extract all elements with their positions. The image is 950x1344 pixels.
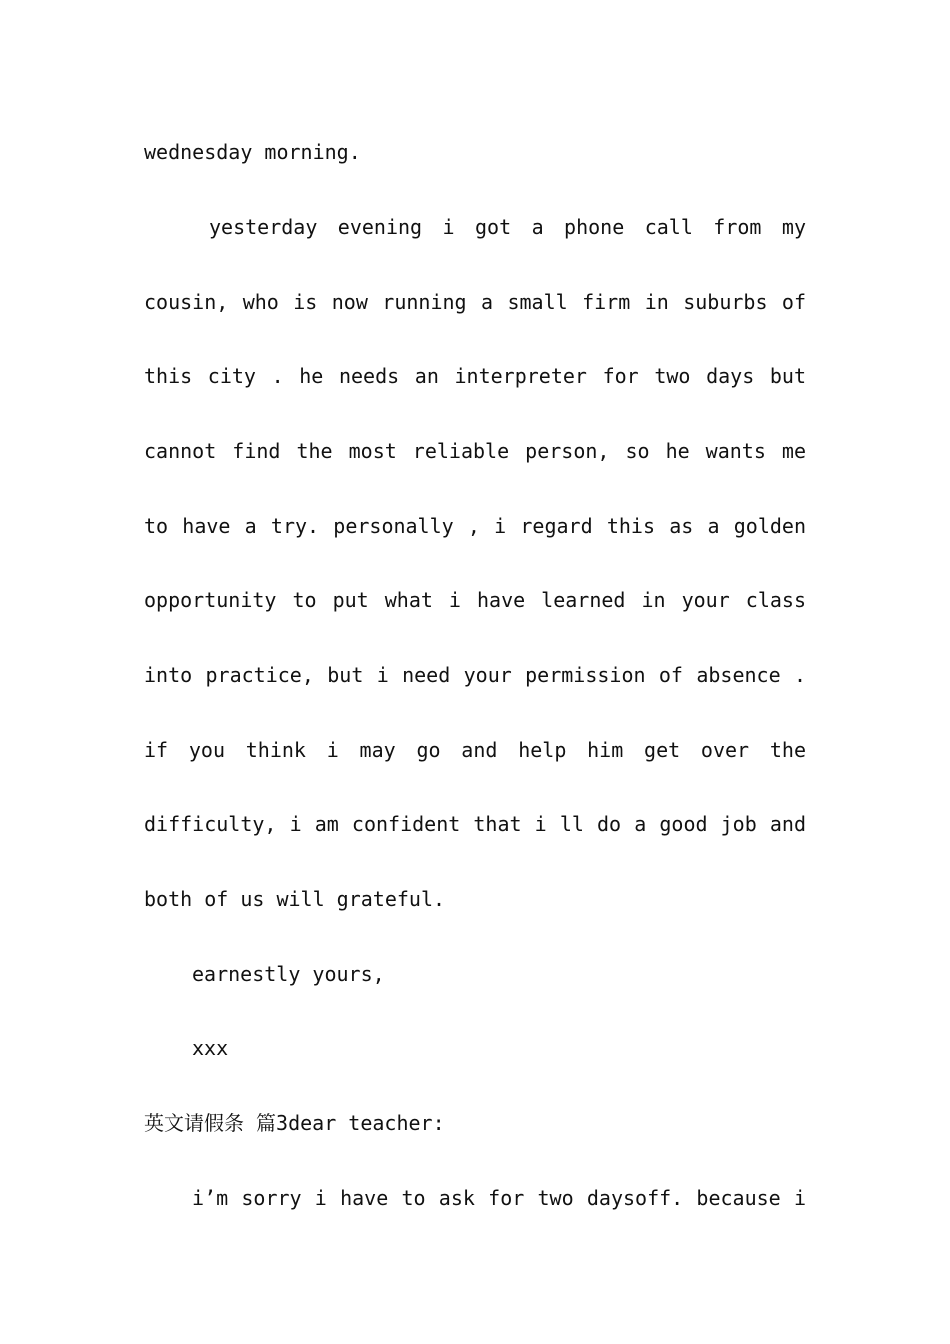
- text-line-15: i’m sorry i have to ask for two daysoff. because i: [192, 1186, 806, 1210]
- text-line-7: opportunity to put what i have learned in your class: [144, 588, 806, 612]
- text-line-1: wednesday morning.: [144, 140, 361, 164]
- text-line-3: cousin, who is now running a small firm in suburbs of: [144, 290, 806, 314]
- section-heading: 英文请假条 篇3dear teacher:: [144, 1111, 445, 1135]
- text-line-4: this city . he needs an interpreter for two days but: [144, 364, 806, 388]
- signature-line: xxx: [192, 1036, 229, 1060]
- text-line-6: to have a try. personally , i regard this as a golden: [144, 514, 806, 538]
- closing-line: earnestly yours,: [192, 962, 385, 986]
- text-line-11: both of us will grateful.: [144, 887, 446, 911]
- text-line-2: yesterday evening i got a phone call from my: [209, 215, 806, 239]
- text-line-5: cannot find the most reliable person, so he wants me: [144, 439, 806, 463]
- text-line-10: difficulty, i am confident that i ll do a good job and: [144, 812, 806, 836]
- text-line-8: into practice, but i need your permission of absence .: [144, 663, 806, 687]
- text-line-9: if you think i may go and help him get over the: [144, 738, 806, 762]
